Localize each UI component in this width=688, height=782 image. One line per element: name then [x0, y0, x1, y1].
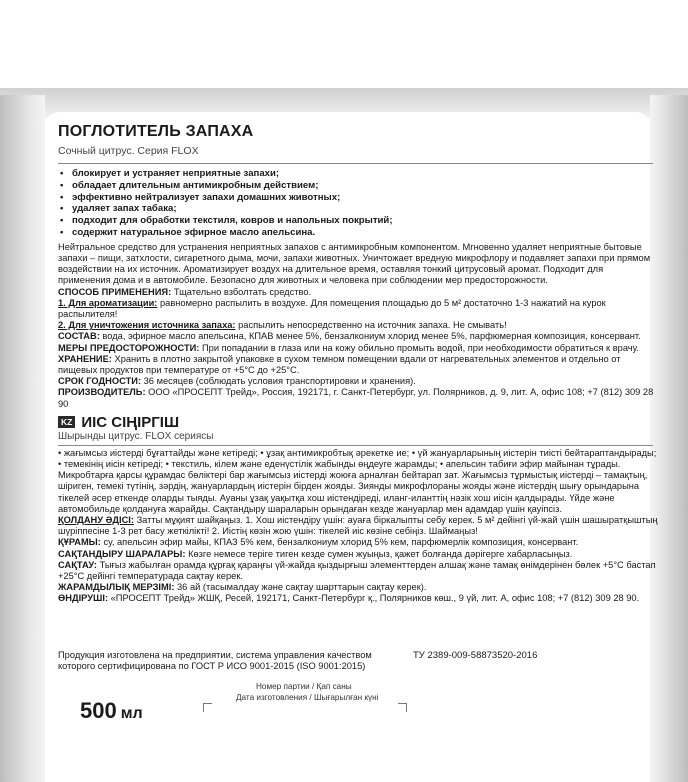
ru-section [58, 242, 658, 410]
tu-code: ТУ 2389-009-58873520-2016 [413, 650, 538, 661]
kz-bullets: • жағымсыз иістерді бұғаттайды және кетіреді; • ұзақ антимикробтық әрекетке ие; • үй жануарларының иістерін тиісті бейтараптандырады; • темекінің иісін кетіреді; • текстиль, кілем және еденүстілік жабынды өңдеуге жарамды; • апельсин табиғи эфир майынан тұрады. [58, 447, 657, 470]
feature-item: • эффективно нейтрализует запахи домашних животных; [58, 192, 658, 204]
ru-step-1: 1. Для ароматизации: равномерно распылить в воздухе. Для помещения площадью до 5 м² достаточно 1-3 нажатий на курок распылителя! [58, 297, 606, 319]
ru-shelf-life: СРОК ГОДНОСТИ: 36 месяцев (соблюдать условия транспортировки и хранения). [58, 376, 416, 387]
ru-intro: Нейтральное средство для устранения неприятных запахов с антимикробным компонентом. Мгновенно удаляет неприятные бытовые запахи – пищи, затхлости, сигаретного дыма, мочи, запахи животных. Уничтожает вредную микрофлору и подавляет запахи при прямом воздействии на их источник. Ароматизирует воздух на длительное время, оставляя тонкий цитрусовый аромат. Подходит для применения дома и в автомобиле. Безопасно для животных и человека при соблюдении мер предосторожности. [58, 241, 651, 286]
kz-precautions: САҚТАНДЫРУ ШАРАЛАРЫ: Көзге немесе теріге тиген кезде сумен жуыңыз, қажет болғанда дәрігерге хабарласыңыз. [58, 548, 573, 559]
bottle-edge-left [0, 95, 45, 782]
ru-precautions: МЕРЫ ПРЕДОСТОРОЖНОСТИ: При попадании в глаза или на кожу обильно промыть водой, при необходимости обратиться к врачу. [58, 342, 639, 353]
feature-item: • содержит натуральное эфирное масло апельсина. [58, 227, 658, 239]
kz-shelf-life: ЖАРАМДЫЛЫҚ МЕРЗІМІ: 36 ай (тасымалдау және сақтау шарттарын сақтау керек). [58, 582, 427, 593]
ru-step-2: 2. Для уничтожения источника запаха: распылить непосредственно на источник запаха. Не смывать! [58, 320, 507, 331]
kz-storage: САҚТАУ: Тығыз жабылған орамда құрғақ қараңғы үй-жайда қыздырғыш элементтерден алшақ және тамақ өнімдерінен бөлек +5°С бастап +25°С дейінгі температурада сақтау керек. [58, 559, 656, 582]
language-badge: KZ [58, 416, 75, 428]
volume-value: 500 [80, 698, 117, 723]
volume [80, 698, 143, 724]
ru-method: СПОСОБ ПРИМЕНЕНИЯ: Тщательно взболтать средство. [58, 286, 312, 297]
kz-manufacturer: ӨНДІРУШІ: «ПРОСЕПТ Трейд» ЖШҚ, Ресей, 192171, Санкт-Петербург қ., Полярников көш., 9 үй, лит. А, офис 108; +7 (812) 309 28 90. [58, 593, 640, 604]
divider [58, 163, 653, 164]
ru-manufacturer: ПРОИЗВОДИТЕЛЬ: ООО «ПРОСЕПТ Трейд», Россия, 192171, г. Санкт-Петербург, ул. Полярников, д. 9, лит. А, офис 108; +7 (812) 309 28 90 [58, 387, 654, 409]
product-subtitle: Сочный цитрус. Серия FLOX [58, 145, 199, 157]
feature-item: • обладает длительным антимикробным действием; [58, 180, 658, 192]
product-title: ПОГЛОТИТЕЛЬ ЗАПАХА [58, 123, 254, 140]
feature-item: • блокирует и устраняет неприятные запахи; [58, 168, 658, 180]
divider [58, 445, 653, 446]
kz-section [58, 448, 658, 605]
batch-number-label: Номер партии / Қап саны [256, 682, 352, 691]
kz-header [58, 414, 658, 431]
kz-composition: ҚҰРАМЫ: су, апельсин эфир майы, КПАЗ 5% кем, бензалкониум хлорид 5% кем, парфюмерлік композиция, консервант. [58, 537, 579, 548]
feature-item: • подходит для обработки текстиля, ковров и напольных покрытий; [58, 215, 658, 227]
kz-method: ҚОЛДАНУ ӘДІСІ: Затты мұқият шайқаңыз. 1. Хош иістендіру үшін: ауаға біркалыпты себу керек. 5 м² дейінгі үй-жай үшін шашыратқыштың шүріппесіне 1-3 рет басу жеткілікті! 2. Иістің көзін жою үшін: тікелей иіс көзіне себіңіз. Шаймаңыз! [58, 515, 658, 537]
ru-storage: ХРАНЕНИЕ: Хранить в плотно закрытой упаковке в сухом темном помещении вдали от нагревательных элементов и отдельно от пищевых продуктов при температуре от +5°С до +25°С. [58, 353, 621, 376]
feature-list [58, 168, 658, 239]
print-area-corner [398, 703, 407, 712]
kz-subtitle: Шырынды цитрус. FLOX сериясы [58, 430, 214, 442]
print-area-corner [203, 703, 212, 712]
batch-info [236, 682, 378, 703]
manufacture-date-label: Дата изготовления / Шығарылған күні [236, 692, 379, 702]
label-content [58, 120, 658, 605]
kz-intro: Микробтарға қарсы құрамдас бөліктері бар жағымсыз иістерді жоюға арналған бейтарап зат. Жағымсыз тұрмыстық иістерді – тамақтың, шіриген, темекі түтінің, зәрдің, жануарлардың иістерін бірден жояды. Зиянды микрофлораны жояды және иістердің шығу орындарына тікелей әсер еткенде оларды тыяды. Ауаны ұзақ уақытқа хош иістендіреді, иланг-иланттің нәзік хош иісін қалдырады. Үйде және автомобильде қолдануға жарайды. Сақтандыру шараларын орындаған кезде жануарлар мен адамдар үшін қауіпсіз. [58, 470, 648, 514]
kz-title: ИІС СІҢІРГІШ [81, 413, 180, 431]
feature-item: • удаляет запах табака; [58, 203, 658, 215]
certification-text: Продукция изготовлена на предприятии, система управления качеством которого сертифицирована по ГОСТ Р ИСО 9001-2015 (ISO 9001:2015) [58, 650, 372, 672]
volume-unit: мл [120, 705, 143, 722]
ru-composition: СОСТАВ: вода, эфирное масло апельсина, КПАВ менее 5%, бензалкониум хлорид менее 5%, парфюмерная композиция, консервант. [58, 331, 641, 342]
label-footer [58, 650, 658, 672]
